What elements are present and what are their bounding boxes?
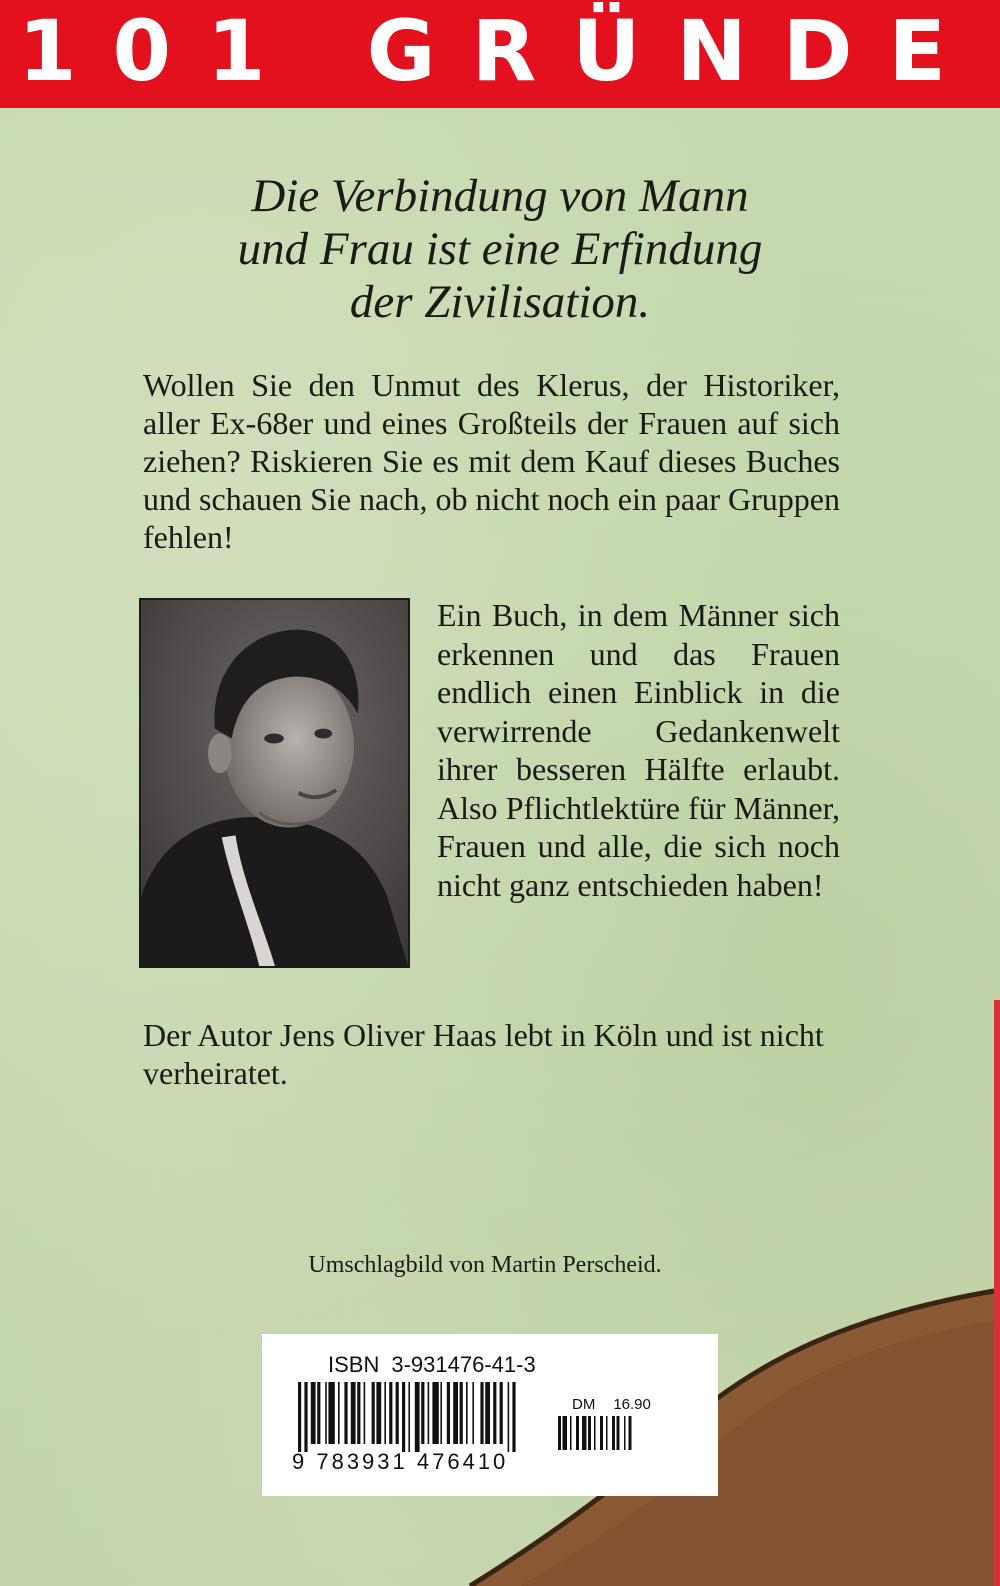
pitch-paragraph: Ein Buch, in dem Männer sich erkennen und das Frauen endlich einen Einblick in die verwirrende Gedankenwelt ihrer besseren Hälfte erlaubt. Also Pflichtlektüre für Männer, Frauen und alle, die sich noch nicht ganz entschieden haben! (437, 597, 840, 903)
isbn-line (328, 1352, 536, 1378)
tagline-line-2: und Frau ist eine Erfindung (237, 223, 763, 275)
author-bio: Der Autor Jens Oliver Haas lebt in Köln und ist nicht verheiratet. (143, 1017, 824, 1091)
red-edge-stripe (994, 1000, 1000, 1586)
intro-paragraph: Wollen Sie den Unmut des Klerus, der Historiker, aller Ex-68er und eines Großteils der Frauen auf sich ziehen? Riskieren Sie es mit dem Kauf dieses Buches und schauen Sie nach, ob nicht noch ein paar Gruppen fehlen! (143, 367, 840, 555)
cover-credit: Umschlagbild von Martin Perscheid. (308, 1252, 662, 1278)
price-currency: DM (572, 1396, 596, 1413)
isbn-number: 3-931476-41-3 (391, 1352, 536, 1377)
price (572, 1396, 651, 1413)
isbn-label: ISBN (328, 1352, 380, 1377)
price-addon-barcode (558, 1416, 668, 1450)
author-photo (139, 598, 410, 968)
ean-digits: 9 783931 476410 (292, 1449, 509, 1474)
price-value: 16.90 (613, 1396, 651, 1413)
title-band (0, 0, 1000, 108)
tagline-line-3: der Zivilisation. (349, 276, 651, 328)
tagline-line-1: Die Verbindung von Mann (251, 170, 749, 222)
book-title: 101 GRÜNDE (18, 2, 982, 100)
ean-barcode (298, 1382, 538, 1452)
barcode-label (262, 1334, 718, 1496)
tagline (130, 170, 870, 329)
